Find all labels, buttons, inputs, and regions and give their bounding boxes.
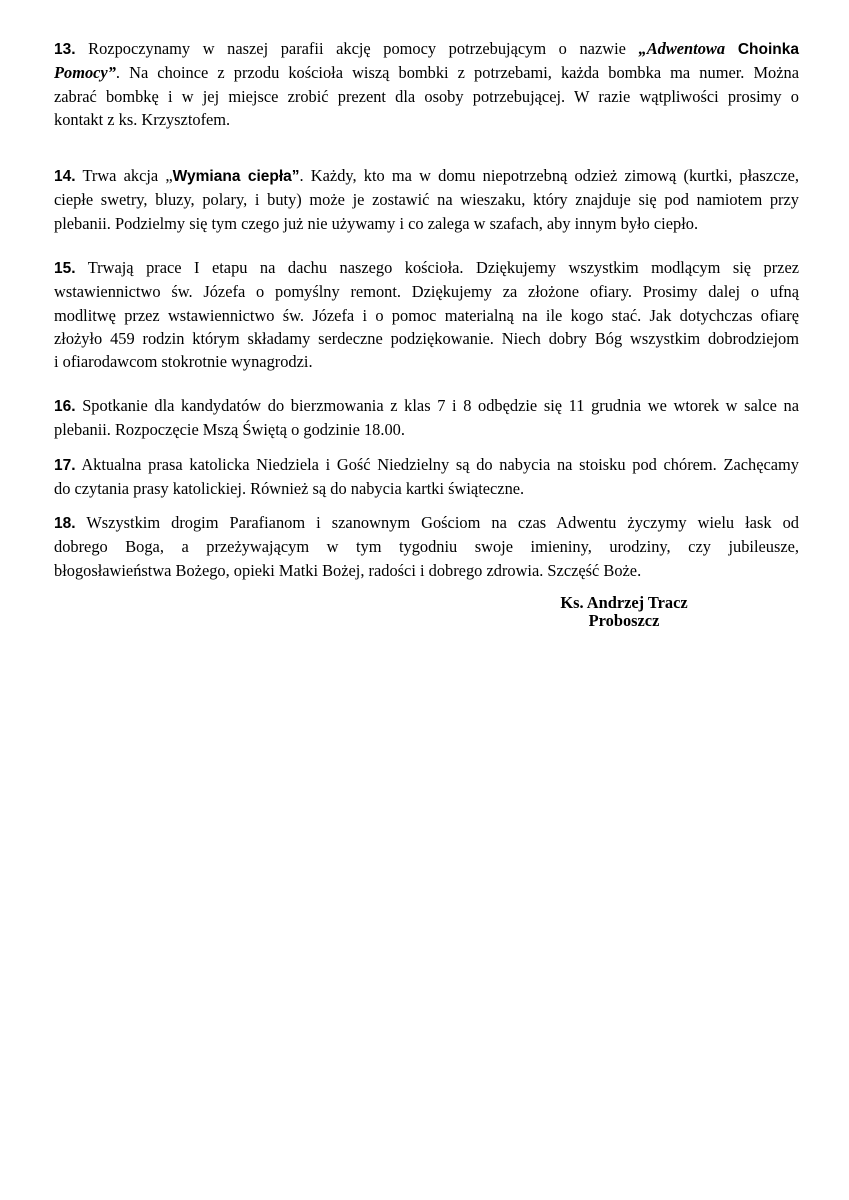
- item-text: plebanii. Rozpoczęcie Mszą Świętą o godzinie 18.00.: [54, 420, 405, 440]
- item-text: . Na choince z przodu kościoła wiszą bombki z potrzebami, każda bombka ma numer. Można: [115, 63, 799, 83]
- item-text-bold-italic: „Adwentowa: [638, 39, 726, 58]
- item-text: wstawiennictwo św. Józefa o pomyślny remont. Dziękujemy za złożone ofiary. Prosimy dalej o ufną: [54, 282, 799, 302]
- item-number: 13.: [54, 41, 76, 58]
- item-text: . Każdy, kto ma w domu niepotrzebną odzież zimową (kurtki, płaszcze,: [299, 166, 799, 185]
- announcement-16: [54, 394, 799, 442]
- item-number: 14.: [54, 168, 76, 185]
- item-number: 16.: [54, 398, 76, 415]
- item-number: 17.: [54, 457, 76, 474]
- item-number: 18.: [54, 515, 76, 532]
- item-text: Aktualna prasa katolicka Niedziela i Gość Niedzielny są do nabycia na stoisku pod chórem. Zachęcamy: [75, 455, 799, 474]
- item-text: błogosławieństwa Bożego, opieki Matki Bożej, radości i dobrego zdrowia. Szczęść Boże.: [54, 560, 642, 580]
- announcement-14: [54, 164, 799, 235]
- item-text: zabrać bombkę i w jej miejsce zrobić prezent dla osoby potrzebującej. W razie wątpliwości prosimy o: [54, 86, 799, 106]
- announcement-18: [54, 511, 799, 582]
- item-text: i ofiarodawcom stokrotnie wynagrodzi.: [54, 352, 313, 372]
- item-text: Spotkanie dla kandydatów do bierzmowania z klas 7 i 8 odbędzie się 11 grudnia we wtorek w salce na: [75, 396, 799, 415]
- item-text: Trwa akcja „: [75, 166, 173, 185]
- signature-title: Proboszcz: [588, 611, 660, 630]
- signature-name: Ks. Andrzej Tracz: [560, 593, 688, 612]
- item-text: kontakt z ks. Krzysztofem.: [54, 109, 231, 129]
- announcement-17: [54, 453, 799, 501]
- announcement-13: [54, 37, 799, 131]
- item-text-bold: Choinka: [725, 41, 799, 58]
- item-text-bold-italic: Pomocy”: [54, 63, 116, 83]
- item-text: do czytania prasy katolickiej. Również są do nabycia kartki świąteczne.: [54, 479, 525, 499]
- item-text: Rozpoczynamy w naszej parafii akcję pomocy potrzebującym o nazwie: [75, 39, 639, 58]
- item-text-bold: Wymiana ciepła”: [172, 168, 300, 185]
- item-text: ciepłe swetry, bluzy, polary, i buty) może je zostawić na wieszaku, który znajduje się pod namiotem przy: [54, 190, 799, 210]
- item-text: Wszystkim drogim Parafianom i szanownym Gościom na czas Adwentu życzymy wielu łask od: [75, 513, 799, 532]
- item-text: modlitwę przez wstawiennictwo św. Józefa i o pomoc materialną na ile kogo stać. Jak dotychczas ofiarę: [54, 305, 799, 325]
- item-text: Trwają prace I etapu na dachu naszego kościoła. Dziękujemy wszystkim modlącym się przez: [75, 258, 799, 277]
- item-number: 15.: [54, 260, 76, 277]
- item-text: złożyło 459 rodzin którym składamy serdeczne podziękowanie. Niech dobry Bóg wszystkim dobrodziejom: [54, 328, 799, 348]
- announcement-15: [54, 256, 799, 373]
- item-text: plebanii. Podzielmy się tym czego już nie używamy i co zalega w szafach, aby innym było ciepło.: [54, 213, 699, 233]
- item-text: dobrego Boga, a przeżywającym w tym tygodniu swoje imieniny, urodziny, czy jubileusze,: [54, 537, 799, 557]
